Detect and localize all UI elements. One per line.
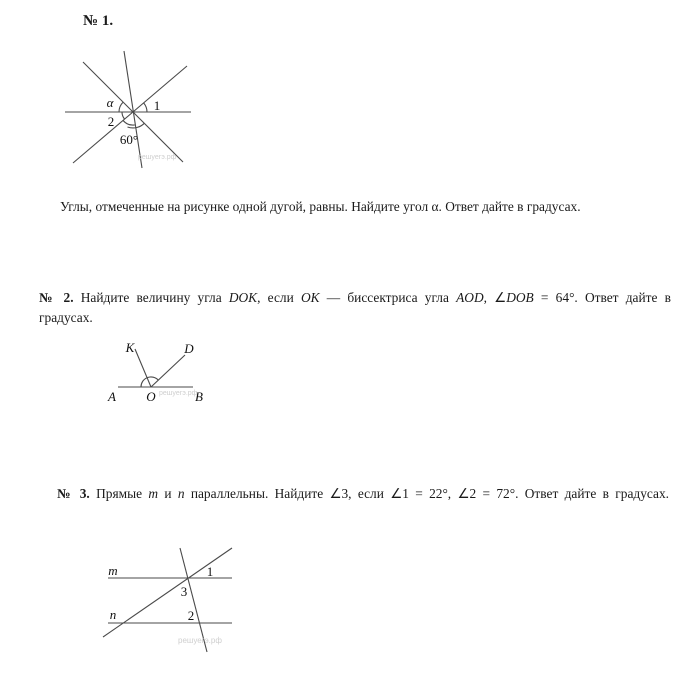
figure-1-angles-at-point — [60, 45, 200, 173]
figure-2-bisector — [95, 335, 245, 407]
problem-2-number: № 2. — [39, 290, 74, 305]
fig3-transversal-1 — [103, 548, 232, 637]
problem-3-number: № 3. — [57, 486, 90, 501]
fig1-label-angle2: 2 — [107, 114, 115, 129]
fig2-ray-OD — [151, 355, 185, 387]
fig3-label-n: n — [109, 607, 117, 622]
fig3-label-angle3: 3 — [180, 584, 188, 599]
fig1-near-vertical-line — [124, 51, 142, 168]
fig1-arc-angle1 — [144, 103, 147, 112]
fig1-label-alpha: α — [106, 95, 114, 110]
fig2-label-B: B — [195, 389, 203, 404]
fig1-arc-alpha — [119, 102, 123, 112]
fig3-label-angle1: 1 — [206, 564, 214, 579]
fig2-label-O: O — [146, 389, 156, 404]
fig2-label-K: K — [125, 340, 135, 355]
problem-2-statement — [39, 288, 671, 328]
fig1-label-60: 60° — [119, 132, 139, 147]
fig3-label-m: m — [108, 563, 118, 578]
fig3-watermark: решуегэ.рф — [178, 636, 222, 645]
fig3-label-angle2: 2 — [187, 608, 195, 623]
problem-3-statement: № 3. Прямые m и n параллельны. Найдите ∠3, если ∠1 = 22°, ∠2 = 72°. Ответ дайте в градусах. — [57, 486, 669, 501]
fig1-label-angle1: 1 — [153, 98, 161, 113]
fig2-label-D: D — [184, 341, 194, 356]
figure-3-parallel-lines — [80, 535, 265, 670]
problem-1-statement: Углы, отмеченные на рисунке одной дугой, равны. Найдите угол α. Ответ дайте в градусах. — [60, 199, 581, 214]
problem-2-line1: № 2. Найдите величину угла DOK, если OK — биссектриса угла AOD, ∠DOB = 64°. Ответ дайте в — [39, 290, 671, 305]
fig2-label-A: A — [108, 389, 116, 404]
fig2-watermark: решуегэ.рф — [159, 390, 198, 397]
fig1-arc-60-inner — [123, 120, 135, 125]
fig1-arc-angle2 — [122, 112, 125, 119]
problem-1-number: № 1. — [83, 13, 114, 29]
problem-2-line2: градусах. — [39, 310, 93, 325]
fig1-watermark: решуегэ.рф — [138, 154, 177, 161]
